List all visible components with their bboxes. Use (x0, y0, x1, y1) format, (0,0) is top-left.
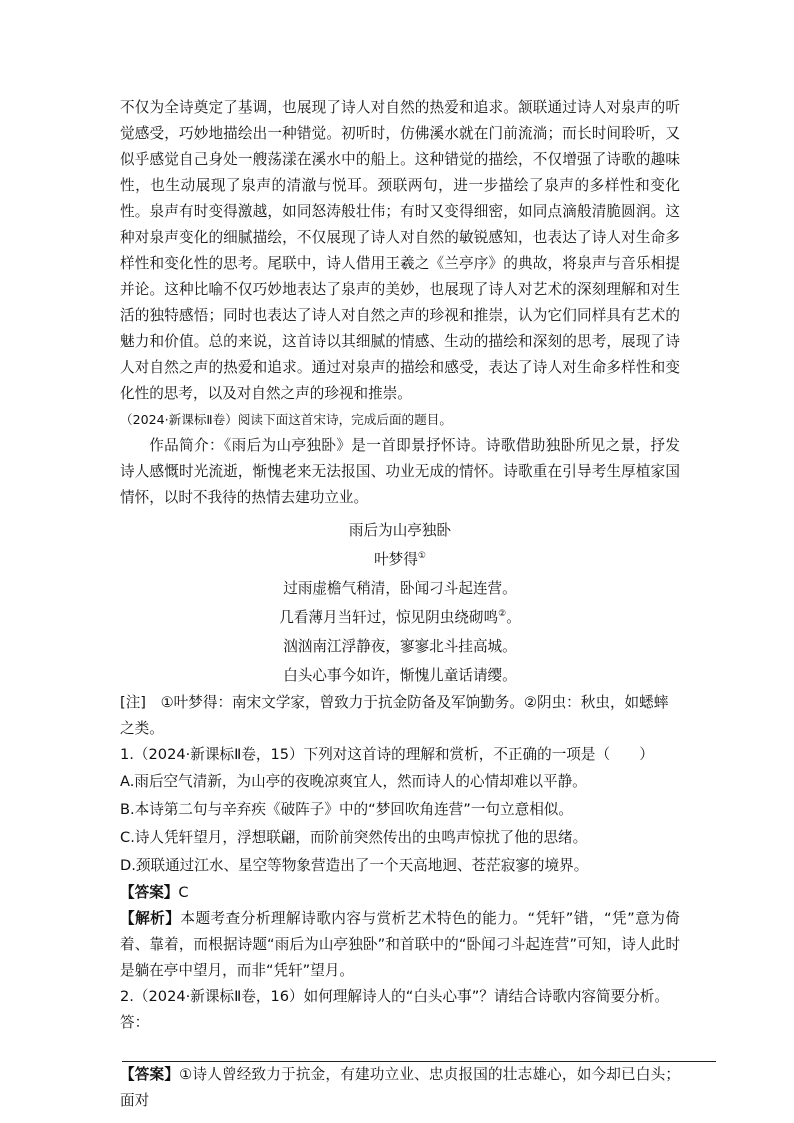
poem-author-note-mark: ① (417, 551, 426, 562)
poem-line-2-end: 。 (506, 609, 521, 626)
poem-line-1: 过雨虚檐气稍清，卧闻刁斗起连营。 (283, 580, 517, 597)
poem-title: 雨后为山亭独卧 (348, 522, 452, 539)
document-content (120, 95, 680, 1114)
answer-label: 【答案】 (120, 884, 179, 901)
poem-line-4: 白头心事今如许，惭愧儿童话请缨。 (283, 667, 517, 684)
answer-value: C (178, 884, 189, 901)
poem-author (120, 545, 680, 574)
poem-line-3: 汹汹南江浮静夜，寥寥北斗挂高城。 (283, 638, 517, 655)
source-line: （2024·新课标Ⅱ卷）阅读下面这首宋诗，完成后面的题目。 (120, 412, 452, 427)
question-1-stem: 1.（2024·新课标Ⅱ卷，15）下列对这首诗的理解和赏析，不正确的一项是（ ） (120, 746, 654, 763)
answer-label-2: 【答案】 (120, 1066, 180, 1083)
question-1-answer (120, 880, 680, 906)
question-2-answer (120, 1062, 680, 1114)
poem-line-2 (120, 603, 680, 632)
analysis-text: 本题考查分析理解诗歌内容与赏析艺术特色的能力。“凭轩”错，“凭”意为倚着、靠着，而根据诗题“雨后为山亭独卧”和首联中的“卧闻刁斗起连营”可知，诗人此时是躺在亭中望月，而非“凭轩”望月。 (120, 910, 680, 979)
answer-text-2: ①诗人曾经致力于抗金，有建功立业、忠贞报国的壮志雄心，如今却已白头；面对 (120, 1066, 680, 1109)
poem-line-2-text: 几看薄月当轩过，惊见阴虫绕砌鸣 (279, 609, 499, 626)
question-1-option-a: A.雨后空气清新，为山亭的夜晚凉爽宜人，然而诗人的心情却难以平静。 (120, 773, 587, 790)
analysis-paragraph: 不仅为全诗奠定了基调，也展现了诗人对自然的热爱和追求。颔联通过诗人对泉声的听觉感受，巧妙地描绘出一种错觉。初听时，仿佛溪水就在门前流淌；而长时间聆听，又似乎感觉自己身处一艘荡漾在溪水中的船上。这种错觉的描绘，不仅增强了诗歌的趣味性，也生动展现了泉声的清澈与悦耳。颈联两句，进一步描绘了泉声的多样性和变化性。泉声有时变得激越，如同怒涛般壮伟；有时又变得细密，如同点滴般清脆圆润。这种对泉声变化的细腻描绘，不仅展现了诗人对自然的敏锐感知，也表达了诗人对生命多样性和变化性的思考。尾联中，诗人借用王羲之《兰亭序》的典故，将泉声与音乐相提并论。这种比喻不仅巧妙地表达了泉声的美妙，也展现了诗人对艺术的深刻理解和对生活的独特感悟；同时也表达了诗人对自然之声的珍视和推崇，认为它们同样具有艺术的魅力和价值。总的来说，这首诗以其细腻的情感、生动的描绘和深刻的思考，展现了诗人对自然之声的热爱和追求。通过对泉声的描绘和感受，表达了诗人对生命多样性和变化性的思考，以及对自然之声的珍视和推崇。 (120, 99, 680, 402)
poem-note: [注] ①叶梦得：南宋文学家，曾致力于抗金防备及军饷勤务。②阴虫：秋虫，如蟋蟀之类。 (120, 694, 669, 737)
answer-prompt-label: 答： (120, 1014, 150, 1031)
work-intro: 作品简介：《雨后为山亭独卧》是一首即景抒怀诗。诗歌借助独卧所见之景，抒发诗人感慨时光流逝，惭愧老来无法报国、功业无成的情怀。诗歌重在引导考生厚植家国情怀，以时不我待的热情去建功立业。 (120, 437, 680, 506)
poem-author-name: 叶梦得 (374, 551, 418, 568)
question-1-analysis (120, 906, 680, 984)
question-1-option-c: C.诗人凭轩望月，浮想联翩，而阶前突然传出的虫鸣声惊扰了他的思绪。 (120, 829, 588, 846)
question-1-option-b: B.本诗第二句与辛弃疾《破阵子》中的“梦回吹角连营”一句立意相似。 (120, 801, 573, 818)
question-1-option-d: D.颈联通过江水、星空等物象营造出了一个天高地迥、苍茫寂寥的境界。 (120, 857, 589, 874)
question-2-stem: 2.（2024·新课标Ⅱ卷，16）如何理解诗人的“白头心事”？请结合诗歌内容简要分析。 (120, 988, 669, 1005)
answer-blank-line[interactable] (122, 1045, 716, 1062)
question-2-answer-prompt (120, 1010, 680, 1062)
analysis-label: 【解析】 (120, 910, 181, 927)
poem-line-2-note-mark: ② (498, 609, 507, 620)
